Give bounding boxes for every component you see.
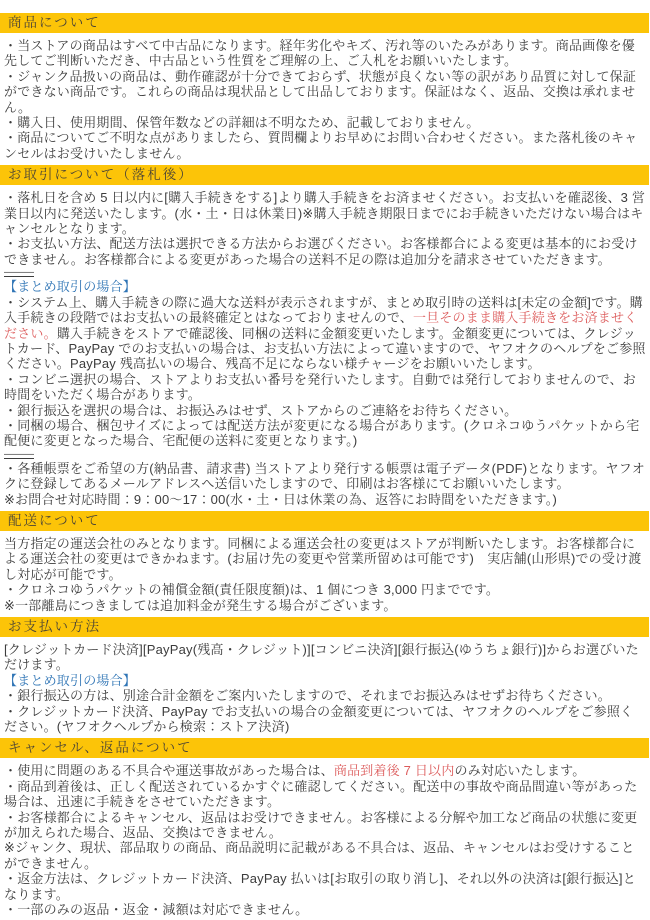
policy-sections [0,13,650,918]
text-run: ※ジャンク、現状、部品取りの商品、商品説明に記載がある不具合は、返品、キャンセルはお受けすることができません。 [4,840,635,871]
policy-paragraph [0,115,650,130]
policy-paragraph [0,190,650,236]
text-run: ・使用に問題のある不具合や運送事故があった場合は、 [4,763,334,779]
text-run-red: 商品到着後 7 日以内 [333,763,455,779]
policy-paragraph [0,810,650,841]
policy-paragraph [0,372,650,403]
policy-paragraph [0,38,650,69]
text-run: ・当ストアの商品はすべて中古品になります。経年劣化やキズ、汚れ等のいたみがあります。商品画像を優先してご判断いただき、中古品という性質をご理解の上、ご入札をお願いいたします。 [4,38,636,69]
text-run: [クレジットカード決済][PayPay(残高・クレジット)][コンビニ決済][銀行振込(ゆうちょ銀行)]からお選びいただけます。 [4,642,639,673]
section-header-products: 商品について [0,13,649,33]
text-run: ・落札日を含め 5 日以内に[購入手続きをする]より購入手続きをお済ませください。お支払いを確認後、3 営業日以内に発送いたします。(水・土・日は休業日)※購入手続き期限日までにお手続きいただけない場合はキャンセルとなります。 [4,190,646,237]
policy-paragraph [0,582,650,597]
policy-paragraph [0,461,650,492]
policy-paragraph [0,673,650,688]
text-run: ・一部のみの返品・返金・減額は対応できません。 [4,902,309,918]
text-run: 当方指定の運送会社のみとなります。同梱による運送会社の変更はストアが判断いたします。お客様都合による運送会社の変更はできかねます。(お届け先の変更や営業所留めは可能です) 実店舗(山形県)での受け渡し対応が可能です。 [4,535,642,582]
text-run: ・コンビニ選択の場合、ストアよりお支払い番号を発行いたします。自動では発行しておりませんので、お時間をいただく場合があります。 [4,371,636,403]
text-run: ・ジャンク品扱いの商品は、動作確認が十分できておらず、状態が良くない等の訳があり品質に対して保証ができない商品です。これらの商品は現状品として出品しております。保証はなく、返品、交換は承れません。 [4,68,637,115]
text-run: ・銀行振込の方は、別途合計金額をご案内いたしますので、それまでお振込みはせずお待ちください。 [4,688,611,704]
text-run-blue: 【まとめ取引の場合】 [4,672,137,688]
text-run: ・商品についてご不明な点がありましたら、質問欄よりお早めにお問い合わせください。また落札後のキャンセルはお受けいたしません。 [4,130,638,161]
text-run-red: 一旦そのまま購入手続きをお済ませください。 [4,310,638,341]
text-run: ・返金方法は、クレジットカード決済、PayPay 払いは[お取引の取り消し]、それ以外の決済は[銀行振込]となります。 [4,871,636,902]
policy-paragraph [0,236,650,267]
policy-paragraph [0,69,650,115]
text-run: ・クレジットカード決済、PayPay でお支払いの場合の金額変更については、ヤフオクのヘルプをご参照ください。(ヤフオクヘルプから検索：ストア決済) [4,703,634,735]
separator-dashes: ――― [4,267,34,279]
policy-paragraph [0,688,650,703]
text-run: ※お問合せ対応時間：9：00～17：00(水・土・日は休業の為、返答にお時間をいただきます。) [4,491,558,507]
text-run: 購入手続きをストアで確認後、同梱の送料に金額変更いたします。金額変更については、クレジットカード、PayPay でのお支払いの場合は、お支払い方法によって違いますので、ヤフオクのヘルプをご参照ください。PayPay 残高払いの場合、残高不足にならない様チャージをお願いいたします。 [4,325,646,372]
text-run: ・銀行振込を選択の場合は、お振込みはせず、ストアからのご連絡をお待ちください。 [4,402,518,418]
text-run: ・各種帳票をご希望の方(納品書、請求書) 当ストアより発行する帳票は電子データ(PDF)となります。ヤフオクに登録してあるメールアドレスへ送信いたしますので、印刷はお客様にてお願いいたします。 [4,460,645,492]
section-header-shipping: 配送について [0,511,649,531]
text-run: ・同梱の場合、梱包サイズによっては配送方法が変更になる場合があります。(クロネコゆうパケットから宅配便に変更となった場合、宅配便の送料に変更となります。) [4,417,640,449]
policy-paragraph [0,642,650,673]
policy-paragraph [0,902,650,917]
policy-paragraph [0,598,650,613]
text-run: のみ対応いたします。 [454,763,586,779]
policy-paragraph [0,704,650,735]
policy-paragraph [0,871,650,902]
policy-paragraph [0,492,650,507]
section-header-payment: お支払い方法 [0,617,649,637]
text-run-blue: 【まとめ取引の場合】 [4,279,137,295]
policy-paragraph [0,130,650,161]
text-run: ・お客様都合によるキャンセル、返品はお受けできません。お客様による分解や加工など商品の状態に変更が加えられた場合、返品、交換はできません。 [4,809,638,841]
text-run: ※一部離島につきましては追加料金が発生する場合がございます。 [4,597,397,613]
policy-paragraph [0,840,650,871]
section-header-cancel-return: キャンセル、返品について [0,738,649,758]
policy-paragraph [0,279,650,294]
text-run: ・商品到着後は、正しく配送されているかすぐに確認してください。配送中の事故や商品間違い等があった場合は、迅速に手続きをさせていただきます。 [4,778,638,810]
separator-dashes: ――― [4,448,34,460]
text-run: ・クロネコゆうパケットの補償金額(責任限度額)は、1 個につき 3,000 円までです。 [4,582,500,598]
text-run: ・購入日、使用期間、保管年数などの詳細は不明なため、記載しておりません。 [4,115,480,131]
policy-paragraph [0,536,650,582]
text-run: ・システム上、購入手続きの際に過大な送料が表示されますが、まとめ取引時の送料は[未定の金額]です。購入手続きの段階ではお支払いの最終確定とはなっておりませんので、 [4,294,643,326]
policy-paragraph [0,763,650,778]
text-run: ・お支払い方法、配送方法は選択できる方法からお選びください。お客様都合による変更は基本的にお受けできません。お客様都合による変更があった場合の送料不足の際は追加分を請求させていただきます。 [4,236,638,267]
policy-paragraph [0,418,650,449]
policy-paragraph [0,295,650,372]
policy-paragraph [0,779,650,810]
policy-paragraph [0,403,650,418]
section-header-transaction: お取引について（落札後） [0,165,649,185]
